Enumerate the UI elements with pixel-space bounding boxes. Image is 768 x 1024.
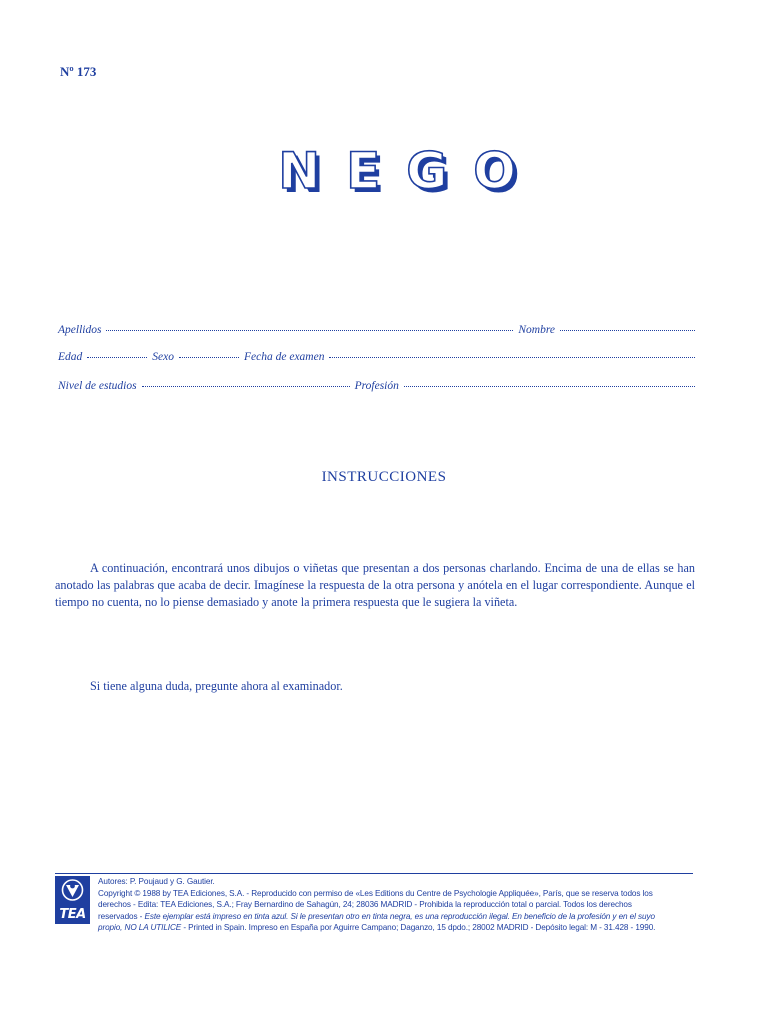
tea-logo-text: TEA (59, 907, 86, 922)
credits-line-2: derechos - Edita: TEA Ediciones, S.A.; Fray Bernardino de Sahagún, 24; 28036 MADRID - Prohibida la reproducción total o parcial. Todos los derechos (98, 900, 632, 909)
label-profesion: Profesión (354, 380, 399, 392)
footer-credits (98, 876, 694, 934)
tea-logo (55, 876, 90, 924)
credits-line-1: Copyright © 1988 by TEA Ediciones, S.A. - Reproducido con permiso de «Les Editions du Centre de Psychologie Appliquée», París, que se reserva todos los (98, 888, 653, 898)
instructions-question: Si tiene alguna duda, pregunte ahora al examinador. (90, 679, 343, 693)
label-nivel: Nivel de estudios (58, 380, 137, 392)
credits-line-3b: Este ejemplar está impreso en tinta azul. Si le presentan otro en tinta negra, es una reproducción ilegal. En beneficio de la profesión y en el suyo (144, 911, 655, 921)
credits-line-3 (98, 911, 694, 923)
field-nombre[interactable] (560, 330, 695, 331)
label-nombre: Nombre (518, 324, 555, 336)
label-sexo: Sexo (152, 351, 174, 363)
field-fecha[interactable] (329, 357, 695, 358)
serial-number: Nº 173 (60, 64, 97, 79)
credits-authors: Autores: P. Poujaud y G. Gautier. (98, 877, 215, 886)
field-apellidos[interactable] (106, 330, 513, 331)
field-profesion[interactable] (404, 386, 695, 387)
field-edad[interactable] (87, 357, 147, 358)
credits-line-4a: propio, NO LA UTILICE (98, 923, 182, 932)
field-nivel[interactable] (142, 386, 350, 387)
instructions-heading: INSTRUCCIONES (321, 469, 447, 485)
tea-emblem-icon (55, 876, 90, 906)
label-apellidos: Apellidos (58, 324, 102, 336)
instructions-paragraph: A continuación, encontrará unos dibujos o viñetas que presentan a dos personas charlando. Encima de una de ellas se han anotado las palabras que acaba de decir. Imagínese la respuesta de la otra persona y anótela en el lugar correspondiente. Aunque el tiempo no cuenta, no lo piense demasiado y anote la primera respuesta que le sugiera la viñeta. (55, 561, 695, 609)
form-row-2 (55, 351, 697, 363)
label-fecha: Fecha de examen (244, 351, 325, 363)
label-edad: Edad (58, 351, 83, 363)
page-title: NEGO (278, 142, 542, 200)
credits-line-4b: - Printed in Spain. Impreso en España por Aguirre Campano; Daganzo, 15 dpdo.; 28002 MADRID - Depósito legal: M - 31.428 - 1990. (181, 923, 656, 932)
field-sexo[interactable] (179, 357, 239, 358)
credits-line-4 (98, 922, 694, 934)
footer-divider (55, 873, 693, 874)
credits-line-3a: reservados - (98, 911, 145, 921)
form-row-3 (55, 380, 697, 392)
form-row-1 (55, 324, 697, 336)
